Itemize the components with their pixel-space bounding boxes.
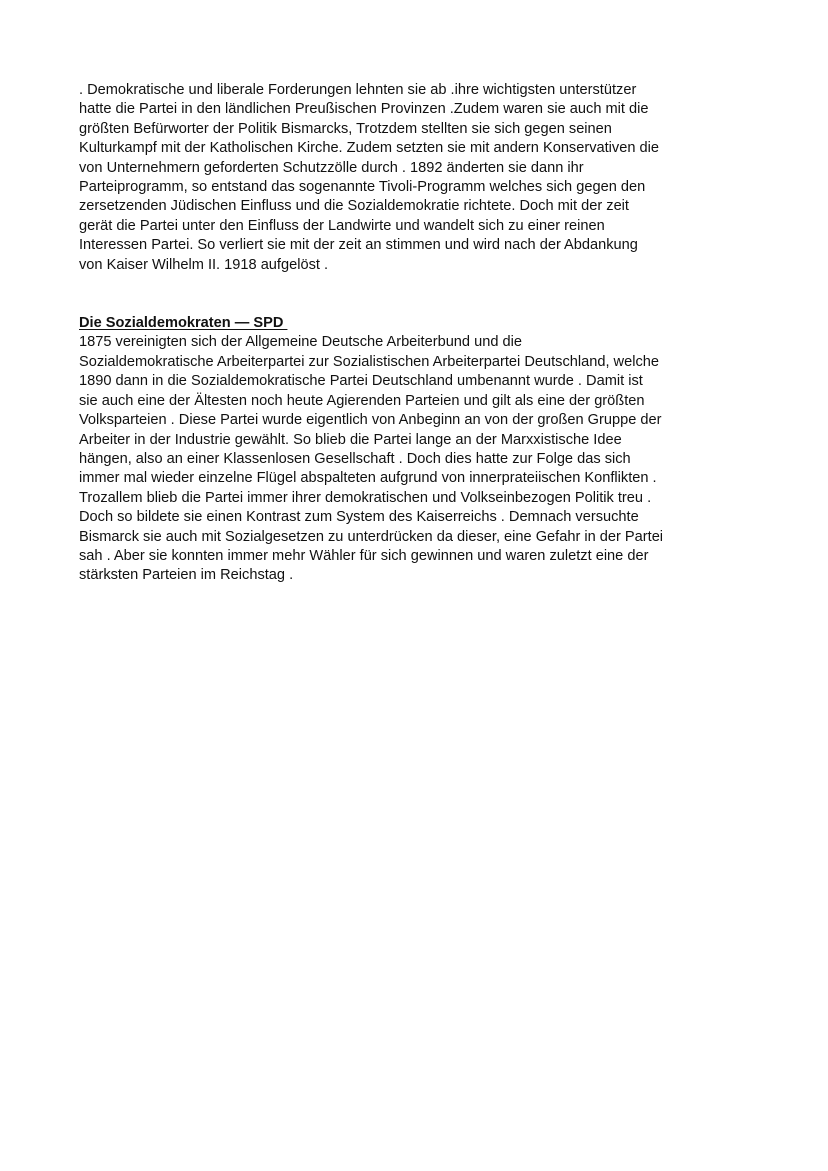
text-line: . Demokratische und liberale Forderungen lehnten sie ab .ihre wichtigsten unterstützer (79, 82, 637, 98)
text-line: Sozialdemokratische Arbeiterpartei zur Sozialistischen Arbeiterpartei Deutschland, welche (79, 353, 659, 370)
text-line: Bismarck sie auch mit Sozialgesetzen zu unterdrücken da dieser, eine Gefahr in der Partei (79, 528, 664, 545)
text-line: immer mal wieder einzelne Flügel abspalteten aufgrund von innerprateiischen Konflikten . (79, 470, 657, 487)
section-spd (79, 314, 759, 586)
text-line: von Unternehmern geforderten Schutzzölle durch . 1892 änderten sie dann ihr (79, 159, 584, 176)
text-line: hängen, also an einer Klassenlosen Gesellschaft . Doch dies hatte zur Folge das sich (79, 450, 631, 467)
text-line: größten Befürworter der Politik Bismarcks, Trotzdem stellten sie sich gegen seinen (79, 120, 612, 137)
text-line: stärksten Parteien im Reichstag . (79, 567, 294, 584)
section-heading-line (79, 314, 759, 333)
text-line: von Kaiser Wilhelm II. 1918 aufgelöst . (79, 256, 329, 273)
text-line: 1875 vereinigten sich der Allgemeine Deutsche Arbeiterbund und die (79, 334, 522, 351)
text-line: hatte die Partei in den ländlichen Preußischen Provinzen .Zudem waren sie auch mit die (79, 101, 649, 118)
text-line: Volksparteien . Diese Partei wurde eigentlich von Anbeginn an von der großen Gruppe der (79, 412, 662, 429)
document-body (79, 81, 759, 586)
text-line: Parteiprogramm, so entstand das sogenannte Tivoli-Programm welches sich gegen den (79, 179, 646, 196)
section-spacer (79, 275, 759, 314)
text-line: zersetzenden Jüdischen Einfluss und die Sozialdemokratie richtete. Doch mit der zeit (79, 198, 629, 215)
paragraph-conservatives (79, 81, 759, 275)
text-line: sah . Aber sie konnten immer mehr Wähler für sich gewinnen und waren zuletzt eine der (79, 547, 649, 564)
section-heading: Die Sozialdemokraten — SPD (79, 315, 288, 332)
text-line: 1890 dann in die Sozialdemokratische Partei Deutschland umbenannt wurde . Damit ist (79, 373, 643, 390)
text-line: Arbeiter in der Industrie gewählt. So blieb die Partei lange an der Marxxistische Idee (79, 431, 622, 448)
text-line: Interessen Partei. So verliert sie mit der zeit an stimmen und wird nach der Abdankung (79, 237, 638, 254)
text-line: Trozallem blieb die Partei immer ihrer demokratischen und Volkseinbezogen Politik treu . (79, 489, 652, 506)
text-line: sie auch eine der Ältesten noch heute Agierenden Parteien und gilt als eine der größten (79, 392, 645, 409)
text-line: Kulturkampf mit der Katholischen Kirche. Zudem setzten sie mit andern Konservativen die (79, 140, 659, 157)
text-line: Doch so bildete sie einen Kontrast zum System des Kaiserreichs . Demnach versuchte (79, 509, 639, 526)
text-line: gerät die Partei unter den Einfluss der Landwirte und wandelt sich zu einer reinen (79, 217, 605, 234)
